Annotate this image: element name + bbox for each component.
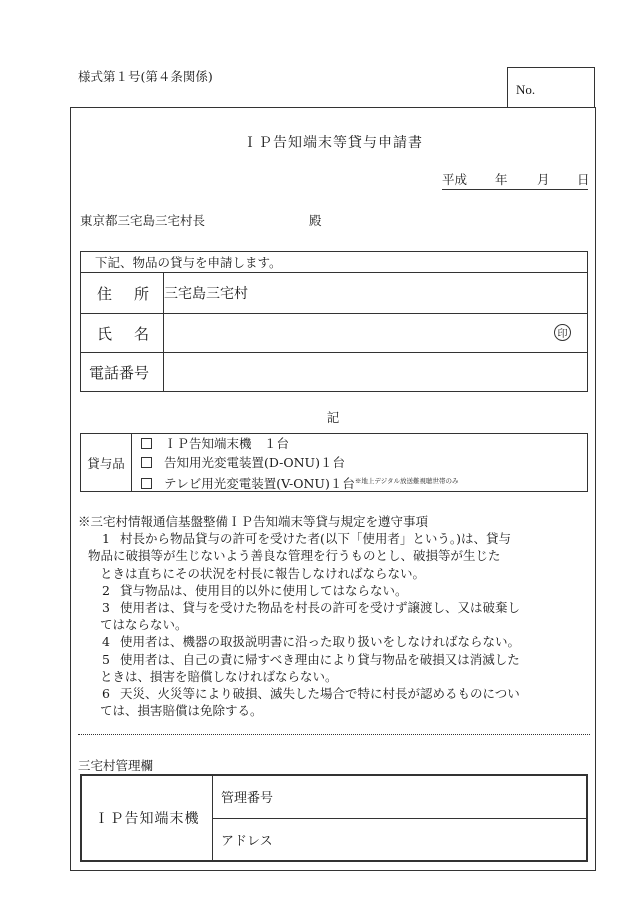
phone-label-text: 電話番号 bbox=[89, 363, 150, 382]
address-label bbox=[81, 273, 164, 314]
management-table bbox=[80, 774, 588, 862]
address-label-b: 所 bbox=[133, 284, 149, 303]
rule-line: 貸与物品は、使用目的以外に使用してはならない。 bbox=[120, 582, 408, 598]
address-label-a: 住 bbox=[97, 284, 113, 303]
rule-text bbox=[100, 651, 594, 685]
rule-line: 使用者は、貸与を受けた物品を村長の許可を受けず譲渡し、又は破棄し bbox=[120, 600, 521, 616]
rule-line: ては、損害賠償は免除する。 bbox=[100, 703, 263, 719]
rule-item bbox=[78, 582, 594, 599]
applicant-table bbox=[80, 251, 588, 392]
rule-line: てはならない。 bbox=[100, 617, 188, 633]
rule-number: 1 bbox=[102, 531, 110, 547]
loan-item-label: テレビ用光変電装置(V-ONU)１台 bbox=[164, 476, 355, 491]
rule-item bbox=[78, 599, 594, 633]
dotted-divider bbox=[78, 734, 590, 735]
seal-icon: 印 bbox=[554, 324, 571, 341]
loan-item[interactable] bbox=[132, 453, 587, 472]
addressee-name: 東京都三宅島三宅村長 bbox=[80, 213, 206, 228]
loan-item[interactable] bbox=[132, 472, 587, 491]
loan-item-note: ※地上デジタル放送難視聴世帯のみ bbox=[354, 477, 459, 485]
checkbox-icon[interactable] bbox=[141, 438, 152, 449]
loan-items-table bbox=[80, 433, 588, 492]
rule-line: ときは、損害を賠償しなければならない。 bbox=[100, 668, 338, 684]
number-label: No. bbox=[516, 82, 536, 97]
loan-item-label: 告知用光変電装置(D-ONU)１台 bbox=[164, 455, 345, 470]
checkbox-icon[interactable] bbox=[141, 478, 152, 489]
loan-item[interactable] bbox=[132, 434, 587, 453]
rule-text bbox=[100, 685, 594, 719]
device-address-field[interactable]: アドレス bbox=[213, 818, 588, 861]
name-field[interactable] bbox=[164, 314, 588, 353]
management-number-field[interactable]: 管理番号 bbox=[213, 775, 588, 818]
rules-heading: ※三宅村情報通信基盤整備ＩＰ告知端末等貸与規定を遵守事項 bbox=[78, 514, 429, 529]
rule-text bbox=[88, 530, 594, 582]
name-label bbox=[81, 314, 164, 353]
application-intro: 下記、物品の貸与を申請します。 bbox=[81, 252, 588, 273]
date-row bbox=[442, 170, 588, 190]
date-year: 年 bbox=[495, 172, 508, 187]
rule-line: 天災、火災等により破損、滅失した場合で特に村長が認めるものについ bbox=[120, 686, 520, 702]
loan-kind-label: 貸与品 bbox=[81, 434, 132, 492]
rule-item bbox=[78, 633, 594, 650]
rule-text bbox=[120, 633, 594, 650]
rule-number: 2 bbox=[102, 582, 110, 598]
addressee-honorific: 殿 bbox=[309, 213, 322, 228]
loan-item-label: ＩＰ告知端末機 １台 bbox=[164, 436, 290, 451]
date-month: 月 bbox=[537, 172, 550, 187]
rule-line: 物品に破損等が生じないよう善良な管理を行うものとし、破損等が生じた bbox=[88, 548, 501, 564]
rule-item bbox=[78, 685, 594, 719]
rule-line: 村長から物品貸与の許可を受けた者(以下「使用者」という。)は、貸与 bbox=[120, 531, 512, 547]
phone-field[interactable] bbox=[164, 353, 588, 392]
address-field[interactable]: 三宅島三宅村 bbox=[164, 273, 588, 314]
name-label-a: 氏 bbox=[97, 324, 113, 343]
rule-line: 使用者は、機器の取扱説明書に沿った取り扱いをしなければならない。 bbox=[120, 634, 521, 650]
rule-number: 3 bbox=[102, 600, 110, 616]
number-box bbox=[507, 67, 595, 107]
rule-item bbox=[78, 530, 594, 582]
rule-text bbox=[120, 582, 594, 599]
date-day: 日 bbox=[577, 172, 590, 187]
rule-number: 5 bbox=[102, 651, 110, 667]
rule-item bbox=[78, 651, 594, 685]
rules-section bbox=[78, 513, 594, 719]
ki-heading: 記 bbox=[326, 410, 340, 425]
checkbox-icon[interactable] bbox=[141, 457, 152, 468]
management-section-title: 三宅村管理欄 bbox=[78, 758, 154, 773]
rule-line: 使用者は、自己の責に帰すべき理由により貸与物品を破損又は消滅した bbox=[120, 651, 520, 667]
device-label: ＩＰ告知端末機 bbox=[81, 775, 213, 861]
rule-text bbox=[100, 599, 594, 633]
loan-item-list bbox=[132, 434, 588, 492]
rule-line: ときは直ちにその状況を村長に報告しなければならない。 bbox=[100, 565, 426, 581]
name-label-b: 名 bbox=[133, 324, 149, 343]
rule-number: 6 bbox=[102, 686, 110, 702]
rule-number: 4 bbox=[102, 634, 110, 650]
phone-label bbox=[81, 353, 164, 392]
document-title: ＩＰ告知端末等貸与申請書 bbox=[243, 135, 423, 151]
form-number: 様式第１号(第４条関係) bbox=[78, 69, 213, 84]
date-era: 平成 bbox=[442, 172, 468, 187]
